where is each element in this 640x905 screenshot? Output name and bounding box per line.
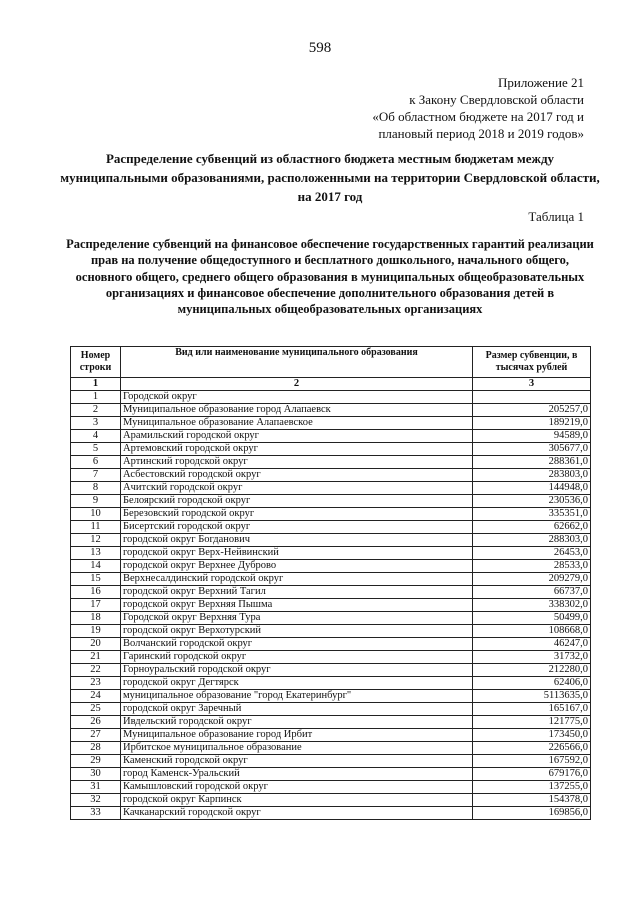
table-row: [71, 573, 591, 586]
municipality-name-cell: городской округ Заречный: [121, 703, 473, 716]
municipality-name-cell: городской округ Верх-Нейвинский: [121, 547, 473, 560]
table-row: [71, 599, 591, 612]
subsidy-amount-cell: 108668,0: [473, 625, 591, 638]
row-number-cell: 14: [71, 560, 121, 573]
municipality-name-cell: городской округ Верхнее Дуброво: [121, 560, 473, 573]
table-row: [71, 794, 591, 807]
municipality-name-cell: муниципальное образование "город Екатеринбург": [121, 690, 473, 703]
subsidy-amount-cell: 26453,0: [473, 547, 591, 560]
subsidy-amount-cell: 165167,0: [473, 703, 591, 716]
row-number-cell: 6: [71, 456, 121, 469]
row-number-cell: 23: [71, 677, 121, 690]
table-row: [71, 612, 591, 625]
municipality-name-cell: Муниципальное образование город Ирбит: [121, 729, 473, 742]
table-row: [71, 534, 591, 547]
subsidy-amount-cell: 288361,0: [473, 456, 591, 469]
subsidy-amount-cell: 31732,0: [473, 651, 591, 664]
municipality-name-cell: Камышловский городской округ: [121, 781, 473, 794]
row-number-cell: 32: [71, 794, 121, 807]
row-number-cell: 11: [71, 521, 121, 534]
table-row: [71, 508, 591, 521]
table-row: [71, 495, 591, 508]
row-number-cell: 19: [71, 625, 121, 638]
table-row: [71, 625, 591, 638]
column-header-name: Вид или наименование муниципального образования: [121, 347, 473, 378]
subsidy-amount-cell: 288303,0: [473, 534, 591, 547]
appendix-header: [372, 74, 584, 142]
subsidy-amount-cell: 28533,0: [473, 560, 591, 573]
municipality-name-cell: городской округ Дегтярск: [121, 677, 473, 690]
municipality-name-cell: город Каменск-Уральский: [121, 768, 473, 781]
municipality-name-cell: Артинский городской округ: [121, 456, 473, 469]
table-row: [71, 404, 591, 417]
table-row: [71, 521, 591, 534]
row-number-cell: 24: [71, 690, 121, 703]
subsidy-amount-cell: 209279,0: [473, 573, 591, 586]
table-row: [71, 742, 591, 755]
subsidy-amount-cell: 189219,0: [473, 417, 591, 430]
row-number-cell: 25: [71, 703, 121, 716]
subsidy-amount-cell: 144948,0: [473, 482, 591, 495]
row-number-cell: 13: [71, 547, 121, 560]
table-row: [71, 716, 591, 729]
row-number-cell: 26: [71, 716, 121, 729]
row-number-cell: 21: [71, 651, 121, 664]
table-row: [71, 560, 591, 573]
subsidy-amount-cell: 169856,0: [473, 807, 591, 820]
subsidy-amount-cell: 173450,0: [473, 729, 591, 742]
subsidy-amount-cell: 335351,0: [473, 508, 591, 521]
row-number-cell: 17: [71, 599, 121, 612]
subsidy-amount-cell: 212280,0: [473, 664, 591, 677]
table-row: [71, 638, 591, 651]
row-number-cell: 18: [71, 612, 121, 625]
table-row: [71, 703, 591, 716]
row-number-cell: 15: [71, 573, 121, 586]
row-number-cell: 3: [71, 417, 121, 430]
table-row: [71, 482, 591, 495]
page-number: 598: [308, 40, 332, 56]
appendix-line: плановый период 2018 и 2019 годов»: [378, 126, 584, 141]
table-row: [71, 807, 591, 820]
municipality-name-cell: городской округ Богданович: [121, 534, 473, 547]
column-header-amount: Размер субвенции, в тысячах рублей: [473, 347, 591, 378]
subsidy-amount-cell: 50499,0: [473, 612, 591, 625]
table-row: [71, 547, 591, 560]
municipality-name-cell: Верхнесалдинский городской округ: [121, 573, 473, 586]
row-number-cell: 9: [71, 495, 121, 508]
table-row: [71, 755, 591, 768]
column-number: 1: [71, 378, 121, 391]
table-row: [71, 430, 591, 443]
municipality-name-cell: Каменский городской округ: [121, 755, 473, 768]
subsidy-amount-cell: 205257,0: [473, 404, 591, 417]
table-row: [71, 768, 591, 781]
table-row: [71, 391, 591, 404]
table-row: [71, 781, 591, 794]
municipality-name-cell: Муниципальное образование Алапаевское: [121, 417, 473, 430]
table-row: [71, 417, 591, 430]
subsidy-amount-cell: 46247,0: [473, 638, 591, 651]
appendix-line: «Об областном бюджете на 2017 год и: [372, 109, 584, 124]
municipality-name-cell: Качканарский городской округ: [121, 807, 473, 820]
appendix-line: к Закону Свердловской области: [409, 92, 584, 107]
municipality-name-cell: Белоярский городской округ: [121, 495, 473, 508]
column-number: 3: [473, 378, 591, 391]
row-number-cell: 5: [71, 443, 121, 456]
subsidy-table: [70, 346, 591, 820]
row-number-cell: 28: [71, 742, 121, 755]
subsidy-amount-cell: 338302,0: [473, 599, 591, 612]
row-number-cell: 20: [71, 638, 121, 651]
subsidy-amount-cell: [473, 391, 591, 404]
municipality-name-cell: городской округ Карпинск: [121, 794, 473, 807]
table-label: Таблица 1: [528, 209, 584, 224]
row-number-cell: 12: [71, 534, 121, 547]
table-row: [71, 469, 591, 482]
municipality-name-cell: Ирбитское муниципальное образование: [121, 742, 473, 755]
municipality-name-cell: Арамильский городской округ: [121, 430, 473, 443]
municipality-name-cell: Гаринский городской округ: [121, 651, 473, 664]
municipality-name-cell: городской округ Верхняя Пышма: [121, 599, 473, 612]
subsidy-amount-cell: 121775,0: [473, 716, 591, 729]
municipality-name-cell: Березовский городской округ: [121, 508, 473, 521]
subsidy-amount-cell: 154378,0: [473, 794, 591, 807]
row-number-cell: 22: [71, 664, 121, 677]
row-number-cell: 2: [71, 404, 121, 417]
municipality-name-cell: городской округ Верхотурский: [121, 625, 473, 638]
row-number-cell: 7: [71, 469, 121, 482]
subsidy-amount-cell: 679176,0: [473, 768, 591, 781]
row-number-cell: 16: [71, 586, 121, 599]
row-number-cell: 8: [71, 482, 121, 495]
table-row: [71, 443, 591, 456]
table-row: [71, 677, 591, 690]
subsidy-amount-cell: 5113635,0: [473, 690, 591, 703]
table-row: [71, 729, 591, 742]
table-body: [71, 391, 591, 820]
municipality-name-cell: Волчанский городской округ: [121, 638, 473, 651]
row-number-cell: 30: [71, 768, 121, 781]
municipality-name-cell: Асбестовский городской округ: [121, 469, 473, 482]
column-header-row-number: Номер строки: [71, 347, 121, 378]
municipality-name-cell: Ачитский городской округ: [121, 482, 473, 495]
municipality-name-cell: Горноуральский городской округ: [121, 664, 473, 677]
municipality-name-cell: Городской округ Верхняя Тура: [121, 612, 473, 625]
subsidy-amount-cell: 62406,0: [473, 677, 591, 690]
table-row: [71, 690, 591, 703]
row-number-cell: 31: [71, 781, 121, 794]
subsidy-amount-cell: 94589,0: [473, 430, 591, 443]
table-title: Распределение субвенций на финансовое обеспечение государственных гарантий реализации прав на получение общедоступного и бесплатного дошкольного, начального общего, основного общего, среднего общего образования в муниципальных общеобразовательных организациях и финансовое обеспечение дополнительного образования детей в муниципальных общеобразовательных организациях: [66, 237, 594, 317]
municipality-name-cell: Бисертский городской округ: [121, 521, 473, 534]
municipality-name-cell: Городской округ: [121, 391, 473, 404]
subsidy-amount-cell: 305677,0: [473, 443, 591, 456]
subsidy-amount-cell: 62662,0: [473, 521, 591, 534]
municipality-name-cell: Муниципальное образование город Алапаевск: [121, 404, 473, 417]
document-title: Распределение субвенций из областного бюджета местным бюджетам между муниципальными образованиями, расположенными на территории Свердловской области, на 2017 год: [60, 151, 600, 204]
row-number-cell: 27: [71, 729, 121, 742]
subsidy-amount-cell: 283803,0: [473, 469, 591, 482]
table-row: [71, 651, 591, 664]
appendix-line: Приложение 21: [497, 75, 584, 90]
row-number-cell: 29: [71, 755, 121, 768]
table-row: [71, 664, 591, 677]
subsidy-amount-cell: 226566,0: [473, 742, 591, 755]
row-number-cell: 33: [71, 807, 121, 820]
row-number-cell: 4: [71, 430, 121, 443]
municipality-name-cell: Ивдельский городской округ: [121, 716, 473, 729]
column-number: 2: [121, 378, 473, 391]
row-number-cell: 1: [71, 391, 121, 404]
row-number-cell: 10: [71, 508, 121, 521]
subsidy-amount-cell: 137255,0: [473, 781, 591, 794]
municipality-name-cell: Артемовский городской округ: [121, 443, 473, 456]
subsidy-amount-cell: 66737,0: [473, 586, 591, 599]
subsidy-amount-cell: 230536,0: [473, 495, 591, 508]
subsidy-amount-cell: 167592,0: [473, 755, 591, 768]
table-row: [71, 586, 591, 599]
municipality-name-cell: городской округ Верхний Тагил: [121, 586, 473, 599]
table-row: [71, 456, 591, 469]
